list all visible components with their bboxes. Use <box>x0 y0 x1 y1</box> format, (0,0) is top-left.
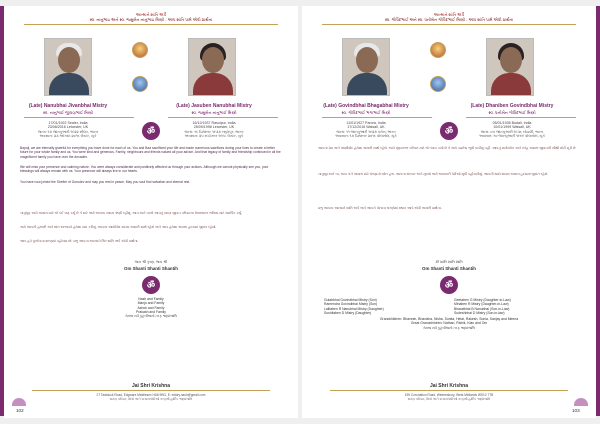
person2-name: (Late) Jasuben Nanubhai Mistry <box>176 103 252 109</box>
grandchildren-line: Grandchildren: Bhavesh, Bhavisha, Nisha, Sunita, Hetal, Rakesh, Sonia, Sanjay and Meena Great Grandchildren: Nathan, Rishik, Kian and Om તેમજ સર્વે કુટુંબીજનો તરફ શ્રદ્ધાંજલિ <box>379 317 519 330</box>
person2-details: 05/01/1936 Bodali, India 10/01/1999 Walsall, UK જન્મ: ૦૫ જાન્યુઆરી ૧૯૩૬ બોડાલી, ભારત અવસાન: ૧૦ જાન્યુઆરી ૧૯૯૯ વૉલસોલ, યુકે <box>478 121 546 138</box>
blessing-gujarati: ૐ શાંતિ શાંતિ શાંતિ <box>435 260 463 264</box>
tribute-paragraph-gu-2: અમે આપની હાજરી અને શાંત સ્વભાવને હંમેશા યાદ કરીશું. આપના આશીર્વાદ સદાય અમારી સાથે રહેશે અને આપ હંમેશા અમારા હૃદયમાં જીવંત રહેશો. <box>20 225 217 229</box>
deity-image <box>430 42 446 58</box>
page-number: 102 <box>16 408 24 413</box>
tribute-paragraph-en-2: We will miss your presence and calming nature. You were always considerate and positively affected us through your actions. Although we cannot physically see you, your blessings will always remain with us. Your presence will always live in our hearts. <box>20 165 269 174</box>
left-header-subtitle: સ્વ. નાનુભાઇ અને સ્વ. જસુબેન નાનુભાઇ મિસ્ત્રી - આપ શાંતિ પામે એવી પ્રાર્થના <box>89 17 213 22</box>
left-header-title: આત્માને શાંતિ અર્પે <box>135 12 167 17</box>
om-symbol: ॐ <box>440 122 458 140</box>
person2-name-gujarati: સ્વ. ધનીબેન ગોવિંદભાઈ મિસ્ત્રી <box>488 110 536 115</box>
gold-divider <box>24 24 278 25</box>
tribute-paragraph-en-3: You have now joined the Shelter of Gurudev and may you rest in peace. May you soul find salvation and eternal rest. <box>20 180 191 184</box>
lotus-ornament <box>12 398 26 406</box>
left-page <box>4 6 298 418</box>
person2-details: 16/12/1937 Rasulpur, India 25/09/1998 Leicester, UK જન્મ: ૧૬ ડિસેમ્બર ૧૯૩૭ રસુલપુર, ભારત અવસાન: ૨૫ સપ્ટેમ્બર ૧૯૯૮ લેસ્ટર, યુકે <box>184 121 244 138</box>
person1-name: (Late) Govindbhai Bhagabhai Mistry <box>323 103 409 109</box>
right-page <box>302 6 596 418</box>
deity-image <box>132 76 148 92</box>
gold-divider <box>330 390 568 391</box>
gold-divider <box>466 117 576 118</box>
tribute-paragraph-en-1: Bapuji, we are eternally grateful for everything you have done for each of us. You and Baa sacrificed your life and made numerous sacrifices during your lives to create a better future for your whole family and us. You were kind and generous. Family, neighbours and friends valued all your advice. And that legacy of family and friendship continued in all the magnificent family you have over the decades. <box>20 146 281 159</box>
footer-jai-shri-krishna: Jai Shri Krishna <box>131 383 171 389</box>
deity-image <box>132 42 148 58</box>
gold-divider <box>32 390 270 391</box>
lotus-ornament <box>574 398 588 406</box>
footer-address: 27 Tadstock Road, Edgware Middlesex HA8 9BG, E: mistry.nash@gmail.com સમગ્ર પરિવાર, મિત્રો અને સગાસંબંધીઓ તરફથી હાર્દિક શ્રદ્ધાંજલિ <box>96 393 206 401</box>
tribute-paragraph-gu-2: બાપુજી અને બા, આપ બંને અમારા માટે પ્રેરણાનો સ્ત્રોત હતા. આપના સંસ્કાર અને મૂલ્યો અમે આવનારી પેઢીઓ સુધી પહોંચાડીશું. આપની યાદો સદાય અમારા હૃદયમાં જીવંત રહેશે. <box>318 172 549 176</box>
gold-divider <box>24 117 134 118</box>
person2-name-gujarati: સ્વ. જસુબેન નાનુભાઈ મિસ્ત્રી <box>191 110 237 115</box>
photo-govindbhai <box>342 38 390 96</box>
deity-image <box>430 76 446 92</box>
blessing-english: Om Shanti Shanti Shantih <box>124 266 178 271</box>
om-symbol: ॐ <box>440 276 458 294</box>
footer-jai-shri-krishna: Jai Shri Krishna <box>429 383 469 389</box>
tribute-paragraph-gu-3: પ્રભુ આપના આત્માને શાંતિ અર્પે અને આપને પોતાના ચરણોમાં સ્થાન આપે એવી અમારી પ્રાર્થના. <box>318 206 442 210</box>
right-header-title: આત્માને શાંતિ અર્પે <box>433 12 465 17</box>
gold-divider <box>168 117 278 118</box>
person1-details: 17/01/1922 Sealer, India 23/08/2016 Leicester, UK જન્મ: ૧૭ જાન્યુઆરી ૧૯૨૨ સીલર, ભારત અવસાન: ૨૩ ઓગસ્ટ ૨૦૧૬ લેસ્ટર, યુકે <box>37 121 99 138</box>
photo-dhaniben <box>486 38 534 96</box>
blessing-gujarati: જય શ્રી કૃષ્ણ, જય શ્રી <box>134 260 168 264</box>
blessing-english: Om Shanti Shanti Shantih <box>422 266 476 271</box>
gold-divider <box>322 117 432 118</box>
gold-divider <box>322 24 576 25</box>
person1-name-gujarati: સ્વ. નાનુભાઈ જીવણભાઈ મિસ્ત્રી <box>43 110 93 115</box>
family-list-right: Geetaben G Mistry (Daughter-in-Law) Minaben R Mistry (Daughter-in-Law) Bharatbhai B Nanubhai (Son-in-Law) Sudeshbhai D Mistry (Son-in-law) <box>454 298 511 315</box>
photo-jasuben <box>188 38 236 96</box>
family-signatories: Nash and Family Manju and Family Ashok and Family Prakash and Family તેમજ સર્વે કુટુંબીજનો તરફ શ્રદ્ધાંજલિ <box>125 297 177 319</box>
om-symbol: ॐ <box>142 122 160 140</box>
person1-name-gujarati: સ્વ. ગોવિંદભાઈ ભગાભાઈ મિસ્ત્રી <box>341 110 391 115</box>
person2-name: (Late) Dhaniben Govindbhai Mistry <box>470 103 554 109</box>
footer-address: 195 Coronation Road, Wednesbury, West Midlands WS10 7TB સમગ્ર પરિવાર, મિત્રો અને સગાસંબંધીઓ તરફથી હાર્દિક શ્રદ્ધાંજલિ <box>404 393 494 401</box>
person1-name: (Late) Nanubhai Jivanbhai Mistry <box>28 103 108 109</box>
om-symbol: ॐ <box>142 276 160 294</box>
family-list-left: Gulabbhai Govindbhai Mistry (Son) Ramendra Govindbhai Mistry (Son) Lalitaben R Nanubhai Mistry (Daughter) Sushilaben D Mistry (Daughter) <box>324 298 384 315</box>
page-number: 103 <box>572 408 580 413</box>
tribute-paragraph-gu-1: આપના પ્રેમ અને આશીર્વાદ હંમેશા અમારી સાથે રહેશે. આપે જીવનભર પરિવાર માટે જે ત્યાગ કર્યો છે તે અમે ક્યારેય ભૂલી શકીશું નહીં. આપનું માર્ગદર્શન અને સ્નેહ અમારા જીવનની સૌથી મોટી મૂડી છે. <box>318 146 577 150</box>
person1-details: 11/01/1927 Parora, India 17/12/2016 Walsall, UK જન્મ: ૧૧ જાન્યુઆરી ૧૯૨૭ પરોરા, ભારત અવસાન: ૧૭ ડિસેમ્બર ૨૦૧૬ વૉલસોલ, યુકે <box>335 121 397 138</box>
photo-nanubhai <box>44 38 92 96</box>
tribute-paragraph-gu-3: આપ હવે ગુરુદેવના શરણમાં પહોંચ્યા છો. પ્રભુ આપના આત્માને ચિર શાંતિ અર્પે એવી પ્રાર્થના. <box>20 239 139 243</box>
tribute-paragraph-gu-1: બાપુજી, આપે અમારા માટે જે કંઈ પણ કર્યું છે તે માટે અમે આપના સદાય ઋણી રહીશું. આપ અને બાએ આપનું સમગ્ર જીવન પરિવારના ઉજ્જવળ ભવિષ્ય માટે સમર્પિત કર્યું. <box>20 211 243 215</box>
right-header-subtitle: સ્વ. ગોવિંદભાઈ અને સ્વ. ધનીબેન ગોવિંદભાઈ મિસ્ત્રી - આપ શાંતિ પામે એવી પ્રાર્થના <box>384 17 514 22</box>
